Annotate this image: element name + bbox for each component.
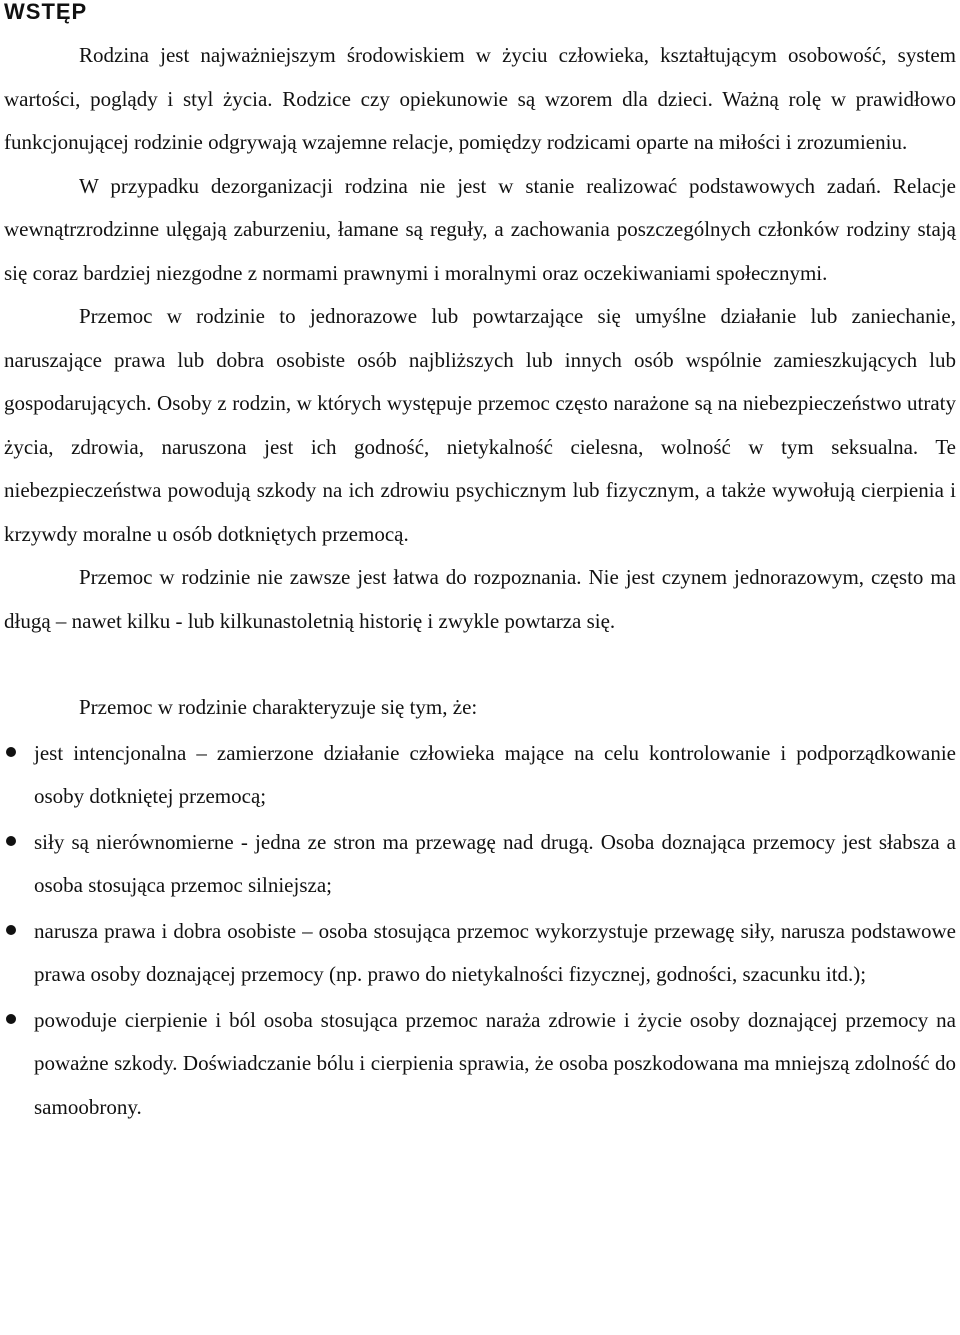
- section-heading: WSTĘP: [4, 0, 88, 24]
- list-item-text: jest intencjonalna – zamierzone działanie człowieka mające na celu kontrolowanie i podporządkowanie osoby dotkniętej przemocą;: [34, 740, 956, 808]
- bullet-icon: [6, 1014, 16, 1024]
- bullet-icon: [6, 925, 16, 935]
- list-intro: Przemoc w rodzinie charakteryzuje się tym, że:: [79, 695, 478, 719]
- list-item-text: siły są nierównomierne - jedna ze stron ma przewagę nad drugą. Osoba doznająca przemocy jest słabsza a osoba stosująca przemoc silniejsza;: [34, 829, 956, 897]
- list-item: [4, 999, 956, 1130]
- list-item-text: powoduje cierpienie i ból osoba stosująca przemoc naraża zdrowie i życie osoby doznającej przemocy na poważne szkody. Doświadczanie bólu i cierpienia sprawia, że osoba poszkodowana ma mniejszą zdolność do samoobrony.: [34, 1007, 956, 1119]
- list-item: [4, 821, 956, 908]
- paragraph-violence-definition: Przemoc w rodzinie to jednorazowe lub powtarzające się umyślne działanie lub zaniechanie, naruszające prawa lub dobra osobiste osób najbliższych lub innych osób wspólnie zamieszkujących lub gospodarujących. Osoby z rodzin, w których występuje przemoc często narażone są na niebezpieczeństwo utraty życia, zdrowia, naruszona jest ich godność, nietykalność cielesna, wolność w tym seksualna. Te niebezpieczeństwa powodują szkody na ich zdrowiu psychicznym lub fizycznym, a także wywołują cierpienia i krzywdy moralne u osób dotkniętych przemocą.: [4, 304, 956, 546]
- violence-characteristics-list: [4, 732, 956, 1130]
- paragraph-family-role: Rodzina jest najważniejszym środowiskiem w życiu człowieka, kształtującym osobowość, system wartości, poglądy i styl życia. Rodzice czy opiekunowie są wzorem dla dzieci. Ważną rolę w prawidłowo funkcjonującej rodzinie odgrywają wzajemne relacje, pomiędzy rodzicami oparte na miłości i zrozumieniu.: [4, 43, 956, 154]
- paragraph-family-disorganization: W przypadku dezorganizacji rodzina nie jest w stanie realizować podstawowych zadań. Relacje wewnątrzrodzinne ulęgają zaburzeniu, łamane są reguły, a zachowania poszczególnych członków rodziny stają się coraz bardziej niezgodne z normami prawnymi i moralnymi oraz oczekiwaniami społecznymi.: [4, 173, 956, 285]
- list-item-text: narusza prawa i dobra osobiste – osoba stosująca przemoc wykorzystuje przewagę siły, narusza podstawowe prawa osoby doznającej przemocy (np. prawo do nietykalności fizycznej, godności, szacunku itd.);: [34, 918, 956, 986]
- paragraph-gap: [4, 643, 956, 686]
- bullet-icon: [6, 836, 16, 846]
- bullet-icon: [6, 747, 16, 757]
- paragraph-violence-recognition: Przemoc w rodzinie nie zawsze jest łatwa do rozpoznania. Nie jest czynem jednorazowym, często ma długą – nawet kilku - lub kilkunastoletnią historię i zwykle powtarza się.: [4, 565, 956, 633]
- list-item: [4, 732, 956, 819]
- list-item: [4, 910, 956, 997]
